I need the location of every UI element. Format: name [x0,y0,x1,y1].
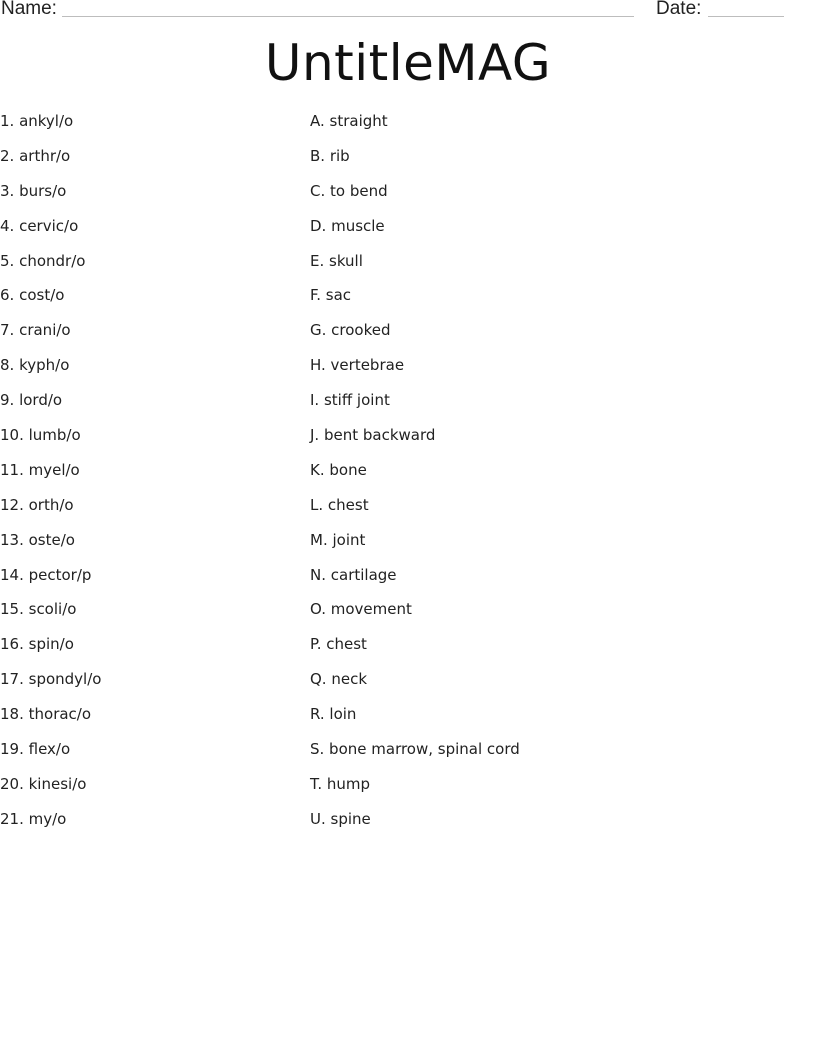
definition-item: H. vertebrae [310,356,405,375]
definition-item: J. bent backward [310,426,436,445]
definition-item: M. joint [310,530,366,549]
worksheet-header [0,0,816,22]
term-item: 19. flex/o [0,740,71,759]
date-field-line[interactable] [708,16,784,17]
definition-item: A. straight [310,112,388,130]
term-item: 11. myel/o [0,460,80,479]
date-label: Date: [656,0,702,19]
definition-item: L. chest [310,495,369,514]
term-item: 17. spondyl/o [0,670,102,689]
definition-item: S. bone marrow, spinal cord [310,740,520,759]
definition-item: T. hump [310,774,371,793]
term-item: 13. oste/o [0,530,75,549]
term-item: 16. spin/o [0,635,74,654]
term-item: 4. cervic/o [0,216,79,235]
definition-item: Q. neck [310,670,368,689]
definition-item: P. chest [310,635,367,654]
name-field-line[interactable] [62,16,634,17]
term-item: 7. crani/o [0,321,71,340]
definition-item: R. loin [310,705,357,724]
definition-item: E. skull [310,251,363,270]
definition-item: G. crooked [310,321,391,340]
term-item: 1. ankyl/o [0,112,74,130]
page-title: UntitleMAG [264,34,552,92]
definition-item: F. sac [310,286,352,305]
definition-item: C. to bend [310,181,388,200]
term-item: 18. thorac/o [0,705,92,724]
terms-column [0,110,300,843]
definition-item: I. stiff joint [310,391,390,410]
term-item: 12. orth/o [0,495,74,514]
term-item: 14. pector/p [0,565,92,584]
term-item: 20. kinesi/o [0,774,87,793]
definition-item: N. cartilage [310,565,397,584]
definition-item: O. movement [310,600,412,619]
term-item: 5. chondr/o [0,251,86,270]
definition-item: K. bone [310,460,367,479]
term-item: 6. cost/o [0,286,65,305]
definition-item: D. muscle [310,216,385,235]
term-item: 10. lumb/o [0,426,81,445]
definition-item: U. spine [310,809,371,828]
name-label: Name: [1,0,57,19]
term-item: 9. lord/o [0,391,63,410]
term-item: 21. my/o [0,809,67,828]
definition-item: B. rib [310,146,350,165]
definitions-column [310,110,810,843]
term-item: 15. scoli/o [0,600,77,619]
term-item: 8. kyph/o [0,356,70,375]
term-item: 3. burs/o [0,181,67,200]
term-item: 2. arthr/o [0,146,71,165]
